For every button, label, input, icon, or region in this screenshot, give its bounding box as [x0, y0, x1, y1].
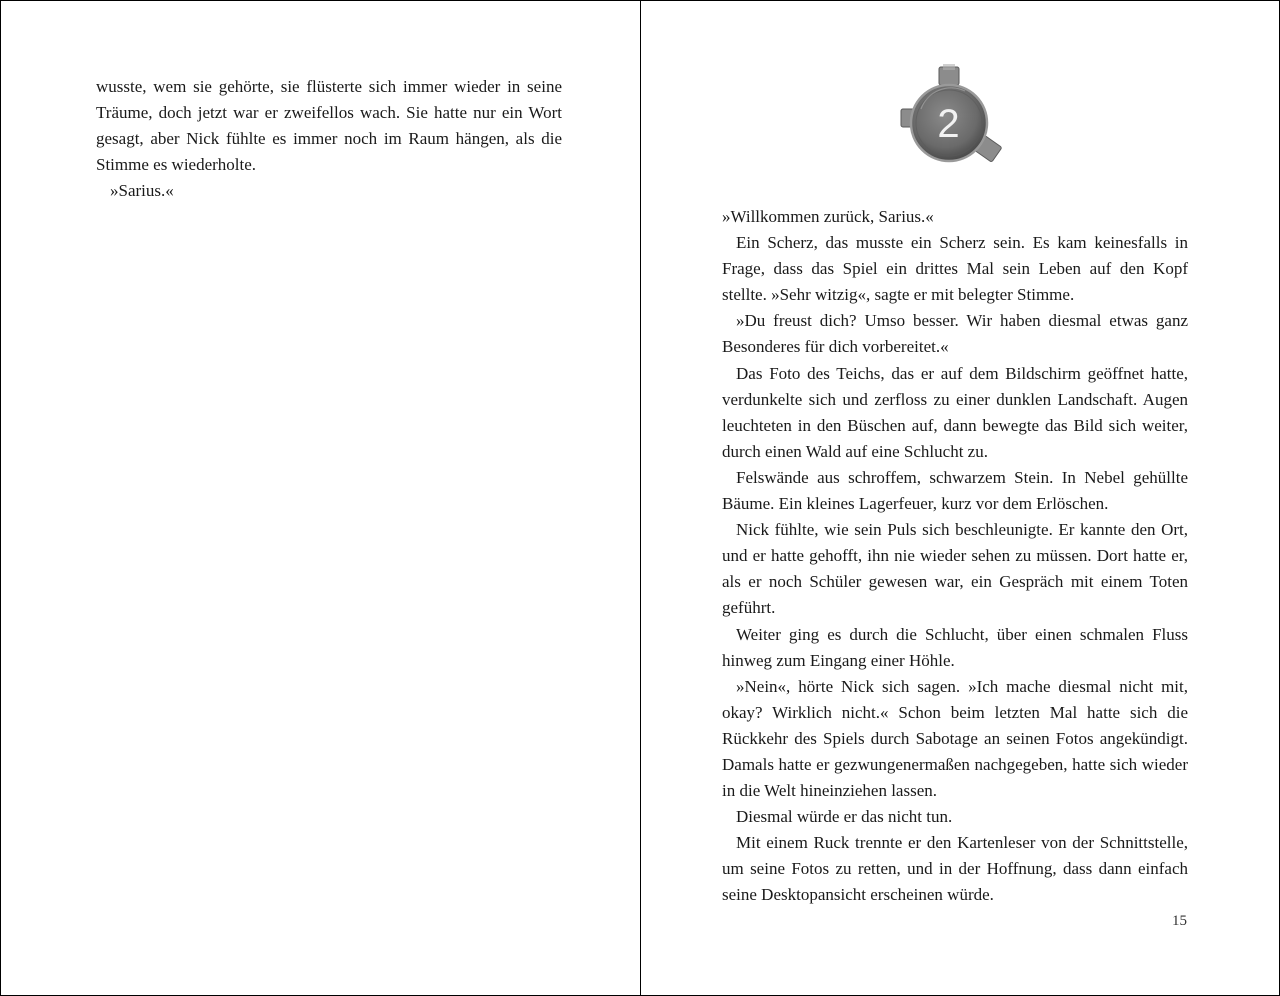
paragraph: Das Foto des Teichs, das er auf dem Bildschirm geöffnet hatte, verdunkelte sich und zerfloss zu einer dunklen Landschaft. Augen leuchteten in den Büschen auf, dann bewegte das Bild sich weiter, durch einen Wald auf eine Schlucht zu. [722, 363, 1188, 461]
left-page-text [96, 74, 562, 204]
chapter-badge [893, 61, 1005, 173]
paragraph: »Willkommen zurück, Sarius.« [722, 207, 934, 226]
right-page [641, 1, 1279, 995]
paragraph: Felswände aus schroffem, schwarzem Stein. In Nebel gehüllte Bäume. Ein kleines Lagerfeuer, kurz vor dem Erlöschen. [722, 467, 1188, 514]
paragraph: Ein Scherz, das musste ein Scherz sein. Es kam keinesfalls in Frage, dass das Spiel ein drittes Mal sein Leben auf den Kopf stellte. »Sehr witzig«, sagte er mit belegter Stimme. [722, 233, 1188, 305]
paragraph: wusste, wem sie gehörte, sie flüsterte sich immer wieder in seine Träume, doch jetzt war er zweifellos wach. Sie hatte nur ein Wort gesagt, aber Nick fühlte es immer noch im Raum hängen, als die Stimme es wiederholte. [96, 77, 562, 175]
paragraph: »Du freust dich? Umso besser. Wir haben diesmal etwas ganz Besonderes für dich vorbereitet.« [722, 311, 1188, 357]
page-number: 15 [1172, 913, 1187, 929]
left-page [1, 1, 640, 995]
paragraph: Mit einem Ruck trennte er den Kartenleser von der Schnittstelle, um seine Fotos zu retten, und in der Hoffnung, dass dann einfach seine Desktopansicht erscheinen würde. [722, 833, 1188, 905]
chapter-number: 2 [937, 101, 961, 146]
paragraph: Diesmal würde er das nicht tun. [736, 807, 953, 827]
right-page-text [722, 204, 1188, 909]
paragraph: »Sarius.« [110, 181, 174, 201]
paragraph: »Nein«, hörte Nick sich sagen. »Ich mache diesmal nicht mit, okay? Wirklich nicht.« Schon beim letzten Mal hatte sich die Rückkehr des Spiels durch Sabotage an seinen Fotos angekündigt. Damals hatte er gezwungenermaßen nachgegeben, hatte sich wieder in die Welt hineinziehen lassen. [722, 676, 1188, 801]
paragraph: Nick fühlte, wie sein Puls sich beschleunigte. Er kannte den Ort, und er hatte gehofft, ihn nie wieder sehen zu müssen. Dort hatte er, als er noch Schüler gewesen war, ein Gespräch mit einem Toten geführt. [722, 520, 1188, 618]
paragraph: Weiter ging es durch die Schlucht, über einen schmalen Fluss hinweg zum Eingang einer Höhle. [722, 624, 1188, 670]
